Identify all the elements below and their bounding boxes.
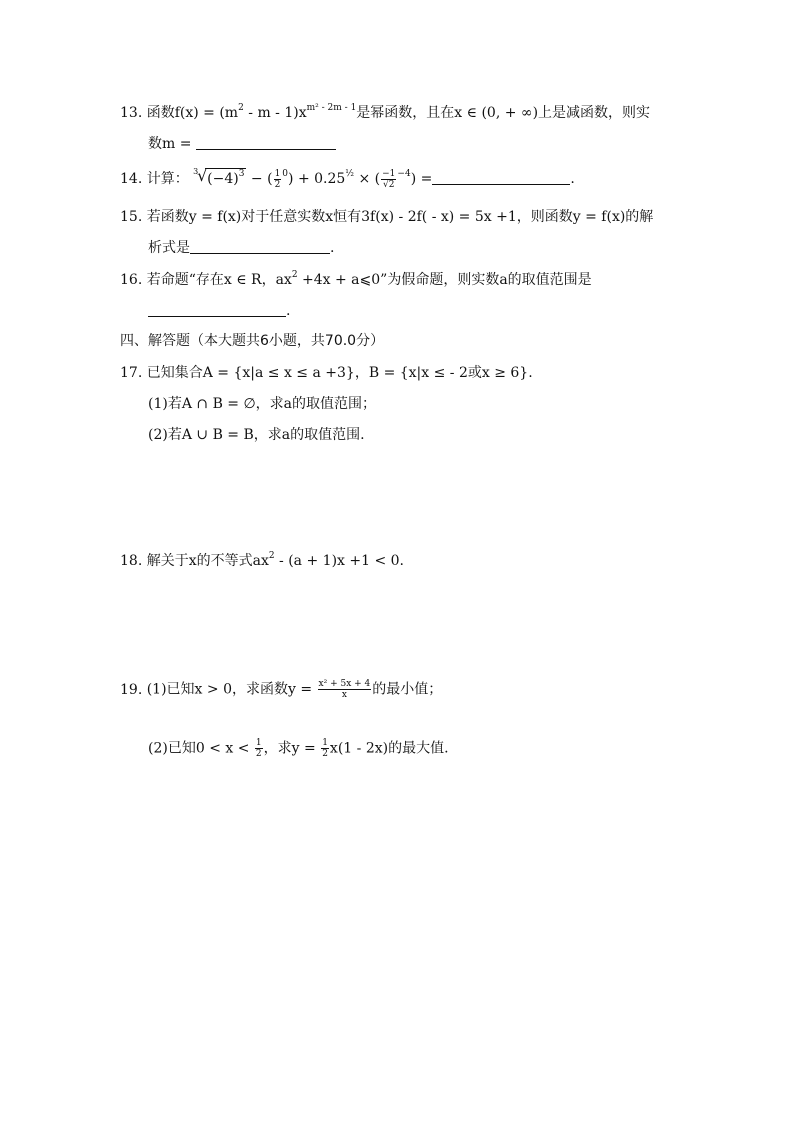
question-number: 15.: [120, 209, 143, 225]
fraction: $\frac{-1}{√2}$: [382, 168, 396, 190]
question-13: 13. 函数$f(x) = (m^2 - m - 1)x^{m^2 - 2m - 1}$是幂函数，且在x ∈ (0, + ∞)上是减函数，则实: [120, 103, 651, 121]
fraction: $\frac{\text{x² + 5x + 4}}{x}$: [318, 679, 371, 700]
question-18: 18. 解关于x的不等式$ax^2 - (a + 1)x +1 < 0$.: [120, 551, 405, 569]
question-14: 14. 计算： 3 √ $(-4)^3$ − ( $\frac{1}{2}$ $^0) + 0.25^{\frac{1}{2}}$ × ( $\frac{-1}{√2}$ $^{-4}$) = .: [120, 166, 575, 190]
answer-blank[interactable]: [196, 135, 336, 150]
question-number: 13.: [120, 105, 143, 121]
question-19-part2: (2)已知0 < x < $\frac{1}{2}$ ，求y = $\frac{1}{2}$ x(1 - 2x)的最大值.: [148, 738, 449, 759]
question-13-line2: 数m =: [148, 134, 336, 154]
question-19: 19. (1)已知x > 0，求函数y = $\frac{\text{x² + 5x + 4}}{x}$ 的最小值；: [120, 679, 443, 700]
question-number: 19.: [120, 681, 143, 698]
answer-blank[interactable]: [148, 302, 286, 317]
question-16: 16. 若命题“存在x ∈ R，$ax^2 +4x$ + a⩽0”为假命题，则实数a的取值范围是: [120, 270, 592, 288]
section-heading: 四、解答题（本大题共6小题，共70.0分）: [120, 333, 385, 349]
question-number: 14.: [120, 171, 143, 187]
fraction: $\frac{1}{2}$: [255, 738, 262, 759]
question-16-line2: .: [148, 301, 290, 321]
question-17: 17. 已知集合A = {x|a ≤ x ≤ a +3}，B = {x|x ≤ - 2或x ≥ 6}.: [120, 365, 533, 381]
question-number: 16.: [120, 272, 143, 288]
question-15: 15. 若函数y = f(x)对于任意实数x恒有3f(x) - 2f( - x) = 5x +1，则函数y = f(x)的解: [120, 209, 654, 225]
question-number: 18.: [120, 553, 143, 569]
answer-blank[interactable]: [432, 170, 570, 185]
answer-blank[interactable]: [190, 239, 330, 254]
cube-root: 3 √ $(-4)^3$: [193, 166, 245, 187]
question-15-line2: 析式是 .: [148, 240, 335, 256]
question-17-part1: (1)若A ∩ B = ∅，求a的取值范围；: [148, 396, 377, 412]
question-17-part2: (2)若A ∪ B = B，求a的取值范围.: [148, 427, 365, 443]
fraction: $\frac{1}{2}$: [274, 168, 281, 190]
fraction: $\frac{1}{2}$: [322, 738, 328, 759]
question-number: 17.: [120, 365, 143, 381]
